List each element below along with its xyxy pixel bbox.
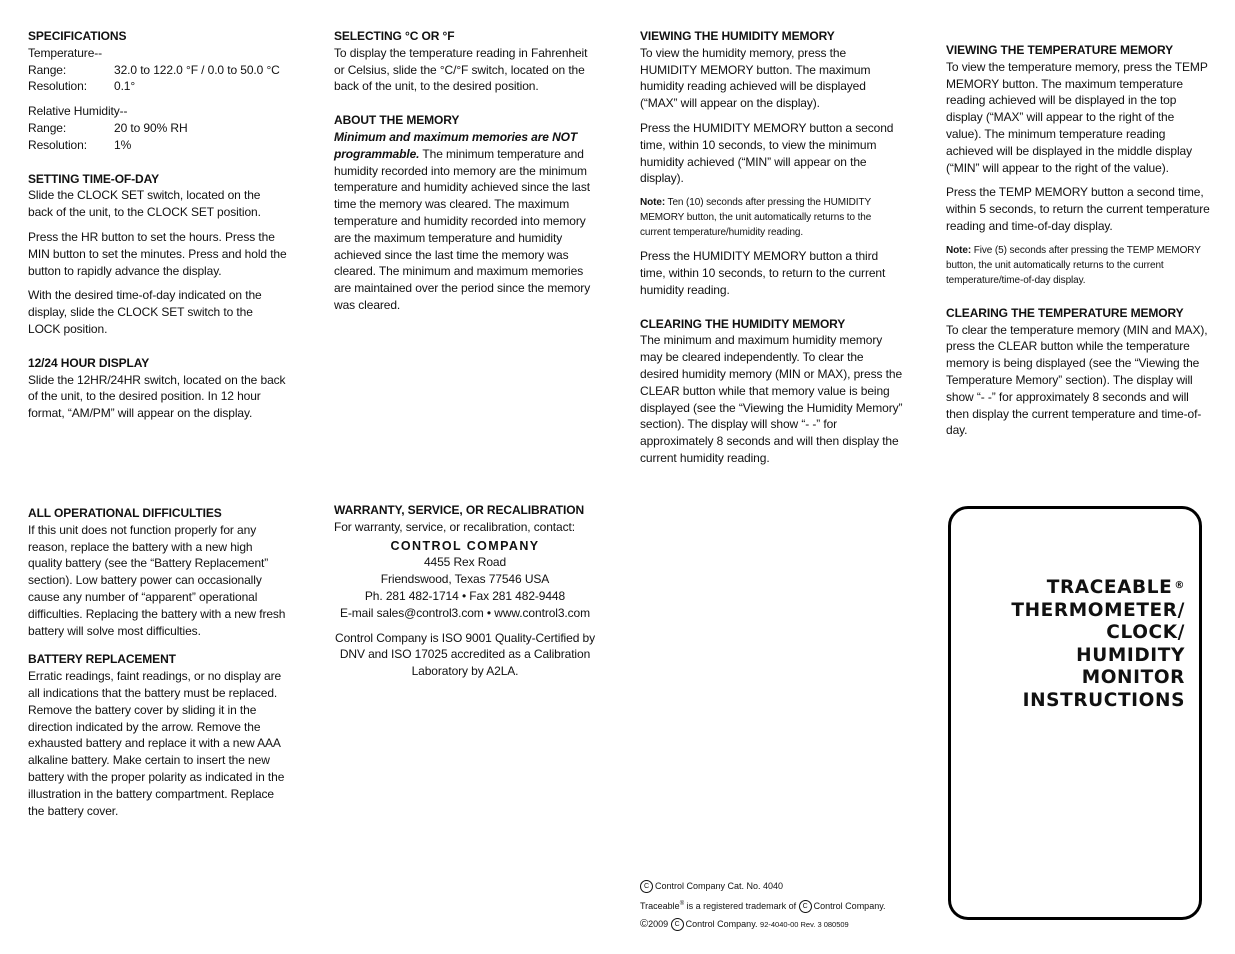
paragraph: To view the temperature memory, press the TEMP MEMORY button. The maximum temperature reading achieved will be displayed in the top display (“MAX” will appear to the right of the value). The minimum temperature reading achieved will be displayed in the middle display (“MIN” will appear to the right of the value). [946,59,1208,175]
footer [640,877,886,934]
paragraph: If this unit does not function properly for any reason, replace the battery with a new high quality battery (see the “Battery Replacement” section). Low battery power can occasionally cause any number of “apparent” operational difficulties. Replacing the battery with a new fresh battery will solve most difficulties. [28,522,286,638]
resolution-value: 1% [114,137,132,152]
control-company-logo-icon: C [640,880,653,893]
memory-body: The minimum temperature and humidity recorded into memory are the minimum temperature and humidity achieved since the last time the memory was cleared. The maximum temperature and humidity recorded into memory are the maximum temperature and humidity achieved since the last time the memory was cleared. The minimum and maximum memories are maintained over the period since the memory was cleared. [334,146,591,312]
paragraph: Press the TEMP MEMORY button a second time, within 5 seconds, to return the current temperature reading and time-of-day display. [946,185,1210,233]
cover-brand: TRACEABLE [1046,577,1173,598]
trademark-text: Control Company. [813,901,886,911]
range-value: 32.0 to 122.0 °F / 0.0 to 50.0 °C [114,62,280,77]
cover-title [1011,577,1185,712]
note [946,243,1210,288]
paragraph: Press the HR button to set the hours. Press the MIN button to set the minutes. Press and hold the button to rapidly advance the display. [28,229,287,278]
cover-title-line [1011,577,1185,600]
humidity-label: Relative Humidity-- [28,104,128,119]
email-line: E-mail sales@control3.com • www.control3.com [339,605,591,620]
resolution-key: Resolution: [28,79,87,94]
copyright-year: 2009 [648,919,669,929]
iso-statement: Control Company is ISO 9001 Quality-Certified by DNV and ISO 17025 accredited as a Calibration Laboratory by A2LA. [335,630,595,679]
copyright-company: Control Company. [685,919,758,929]
humidity-range-row [28,120,288,137]
paragraph: With the desired time-of-day indicated on the display, slide the CLOCK SET switch to the LOCK position. [28,288,262,336]
temperature-resolution-row [28,78,288,95]
units-heading: SELECTING °C OR °F [334,29,455,43]
specifications-heading: SPECIFICATIONS [28,29,127,43]
column-temperature-memory [946,42,1210,456]
paragraph: To display the temperature reading in Fahrenheit or Celsius, slide the °C/°F switch, located on the back of the unit, to the desired position. [334,45,588,94]
note-label: Note: [640,197,666,209]
paragraph: Press the HUMIDITY MEMORY button a second time, within 10 seconds, to view the minimum humidity achieved (“MIN” will appear on the display). [640,120,894,186]
paragraph: Slide the 12HR/24HR switch, located on the back of the unit, to the desired position. In 12 hour format, “AM/PM” will appear on the display. [28,372,286,421]
contact-block [334,538,596,622]
memory-emphasis: Minimum and maximum memories are NOT programmable. [334,129,578,161]
cover-title-line: THERMOMETER/ [1011,599,1185,621]
humidity-memory-view-heading: VIEWING THE HUMIDITY MEMORY [640,29,835,43]
range-value: 20 to 90% RH [114,120,188,135]
paragraph: To clear the temperature memory (MIN and MAX), press the CLEAR button while the temperature memory is being displayed (see the “Viewing the Temperature Memory” section). The display will show “- -” for approximately 8 seconds and will then display the current temperature and time-of-day. [946,322,1208,438]
range-key: Range: [28,62,67,77]
copyright-line [640,915,886,934]
humidity-memory-clear-heading: CLEARING THE HUMIDITY MEMORY [640,316,846,331]
column-specifications [28,28,288,439]
note-text: Ten (10) seconds after pressing the HUMIDITY MEMORY button, the unit automatically returns to the current temperature/humidity reading. [640,197,872,239]
revision-code: 92-4040-00 Rev. 3 080509 [760,920,849,929]
column-warranty [334,502,596,680]
paragraph [334,129,596,314]
hour-display-heading: 12/24 HOUR DISPLAY [28,355,150,370]
temperature-memory-view-heading: VIEWING THE TEMPERATURE MEMORY [946,43,1174,57]
registered-mark: ® [1174,580,1185,591]
control-company-logo-icon: C [799,900,812,913]
column-units-memory [334,28,596,331]
phone-line: Ph. 281 482-1714 • Fax 281 482-9448 [364,588,566,603]
control-company-logo-icon: C [671,918,684,931]
paragraph: Slide the CLOCK SET switch, located on the back of the unit, to the CLOCK SET position. [28,188,261,220]
note [640,195,904,240]
humidity-resolution-row [28,137,288,154]
paragraph: To view the humidity memory, press the HUMIDITY MEMORY button. The maximum humidity reading achieved will be displayed (“MAX” will appear on the display). [640,45,871,111]
copyright-symbol: © [640,918,649,930]
cover-title-line: INSTRUCTIONS [1022,689,1185,711]
difficulties-heading: ALL OPERATIONAL DIFFICULTIES [28,506,222,520]
column-difficulties-battery [28,505,288,836]
paragraph: The minimum and maximum humidity memory may be cleared independently. To clear the desired humidity memory (MIN or MAX), press the CLEAR button while that memory value is being displayed (see the “Viewing the Humidity Memory” section). The display will show “- -” for approximately 8 seconds and will then display the current humidity reading. [640,333,903,465]
catalog-line [640,877,886,895]
warranty-heading: WARRANTY, SERVICE, OR RECALIBRATION [334,503,585,517]
note-text: Five (5) seconds after pressing the TEMP MEMORY button, the unit automatically returns to the current temperature/time-of-day display. [946,244,1201,286]
resolution-key: Resolution: [28,137,87,152]
company-name: CONTROL COMPANY [390,538,540,553]
trademark-text: is a registered trademark of [684,901,799,911]
time-of-day-heading: SETTING TIME-OF-DAY [28,171,159,186]
cover-title-line: HUMIDITY [1076,644,1185,666]
address-line: 4455 Rex Road [423,555,507,570]
battery-heading: BATTERY REPLACEMENT [28,652,176,667]
column-humidity-memory [640,28,904,484]
address-line: Friendswood, Texas 77546 USA [380,572,550,587]
paragraph: Erratic readings, faint readings, or no display are all indications that the battery must be replaced. Remove the battery cover by sliding it in the direction indicated by the arrow. Remove the exhausted battery and replace it with a new AAA alkaline battery. Make certain to insert the new battery with the proper polarity as indicated in the illustration in the battery compartment. Replace the battery cover. [28,669,285,818]
trademark-line [640,895,886,915]
cover-title-line: MONITOR [1081,667,1185,688]
range-key: Range: [28,120,67,135]
temperature-range-row [28,62,288,79]
resolution-value: 0.1° [114,79,136,94]
temperature-label: Temperature-- [28,45,103,60]
memory-heading: ABOUT THE MEMORY [334,113,460,128]
paragraph: Press the HUMIDITY MEMORY button a third time, within 10 seconds, to return to the current humidity reading. [640,249,886,297]
cover-title-line: CLOCK/ [1106,622,1185,643]
catalog-number: Control Company Cat. No. 4040 [655,881,784,891]
temperature-memory-clear-heading: CLEARING THE TEMPERATURE MEMORY [946,305,1184,320]
note-label: Note: [946,244,972,256]
registered-mark: ® [679,901,685,907]
trademark-text: Traceable [640,901,680,911]
cover-panel [948,506,1202,920]
paragraph: For warranty, service, or recalibration, contact: [334,519,575,534]
